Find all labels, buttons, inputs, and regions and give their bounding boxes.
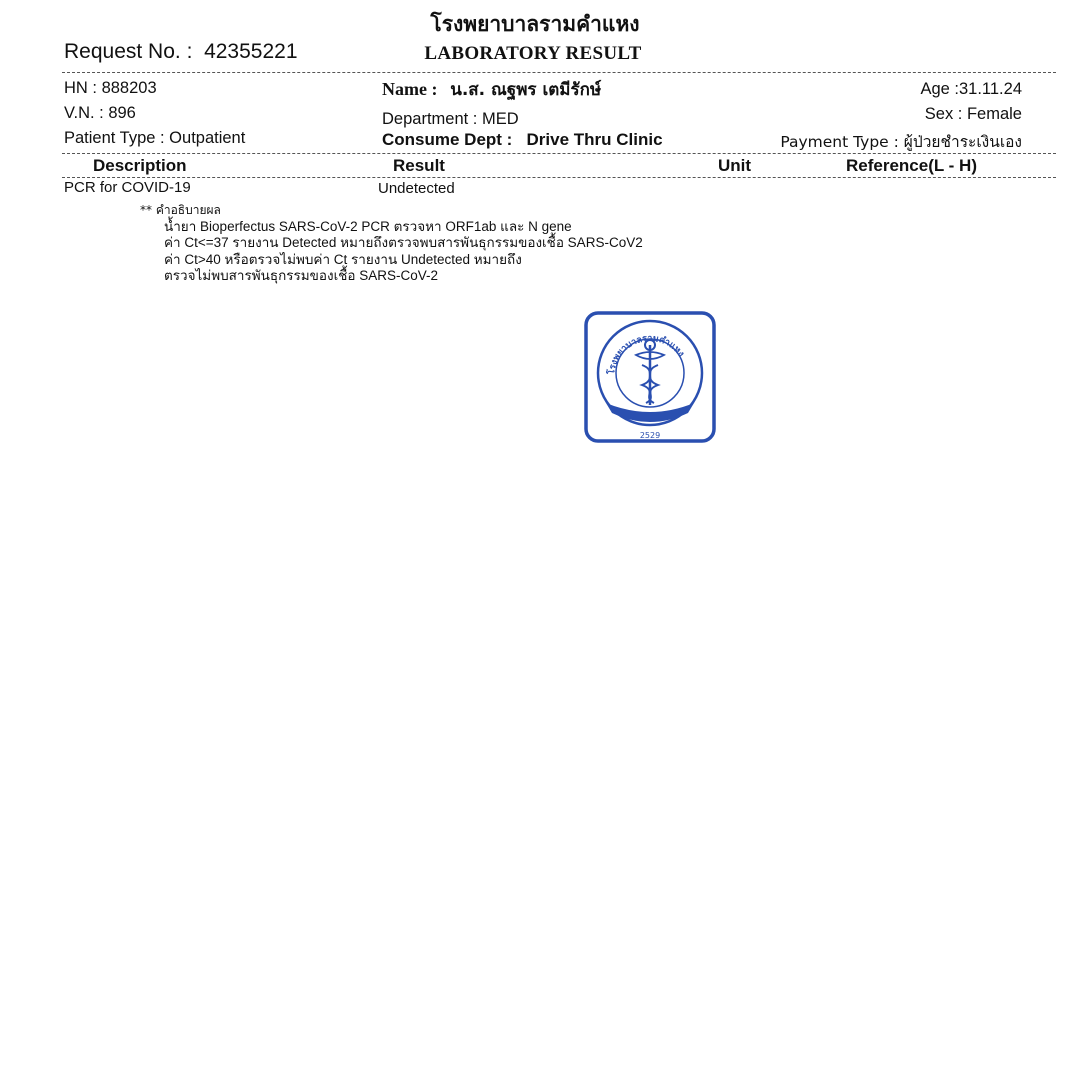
payment-type: Payment Type : ผู้ป่วยชำระเงินเอง: [780, 133, 1022, 151]
sex: Sex : Female: [924, 105, 1022, 123]
divider: [62, 153, 1056, 154]
hospital-stamp: [584, 311, 716, 443]
request-number: [64, 40, 298, 64]
result-notes: [140, 202, 643, 285]
table-row-description: PCR for COVID-19: [64, 179, 191, 196]
age: Age :31.11.24: [920, 80, 1022, 98]
table-row-result: Undetected: [378, 180, 455, 197]
col-header-result: Result: [393, 156, 445, 175]
consume-dept: [382, 130, 663, 150]
col-header-description: Description: [93, 156, 187, 175]
hn: HN : 888203: [64, 79, 157, 97]
stamp-year: 2529: [639, 431, 661, 440]
patient-type: Patient Type : Outpatient: [64, 129, 246, 147]
svg-text:โรงพยาบาลรามคำแหง: [605, 334, 686, 376]
divider: [62, 72, 1056, 73]
col-header-unit: Unit: [718, 156, 752, 175]
report-title: LABORATORY RESULT: [424, 43, 642, 64]
notes-line: น้ำยา Bioperfectus SARS-CoV-2 PCR ตรวจหา ORF1ab และ N gene: [164, 218, 572, 234]
notes-line: ค่า Ct<=37 รายงาน Detected หมายถึงตรวจพบสารพันธุกรรมของเชื้อ SARS-CoV2: [164, 235, 643, 250]
notes-line: ตรวจไม่พบสารพันธุกรรมของเชื้อ SARS-CoV-2: [164, 268, 439, 283]
notes-line: ค่า Ct>40 หรือตรวจไม่พบค่า Ct รายงาน Undetected หมายถึง: [164, 251, 522, 267]
visit-number: V.N. : 896: [64, 104, 136, 122]
patient-name-value: น.ส. ณฐพร เตมีรักษ์: [450, 80, 602, 100]
request-number-value: 42355221: [204, 40, 298, 63]
request-number-label: Request No. :: [64, 40, 193, 63]
divider: [62, 177, 1056, 178]
stamp-text: โรงพยาบาลรามคำแหง: [607, 333, 686, 376]
patient-name-label: Name :: [382, 79, 438, 99]
patient-name: [382, 76, 601, 103]
col-header-reference: Reference(L - H): [846, 156, 977, 175]
consume-dept-label: Consume Dept :: [382, 130, 513, 149]
department: Department : MED: [382, 110, 519, 128]
hospital-name: โรงพยาบาลรามคำแหง: [430, 12, 640, 36]
consume-dept-value: Drive Thru Clinic: [526, 130, 663, 149]
notes-title: ** คำอธิบายผล: [140, 203, 221, 217]
